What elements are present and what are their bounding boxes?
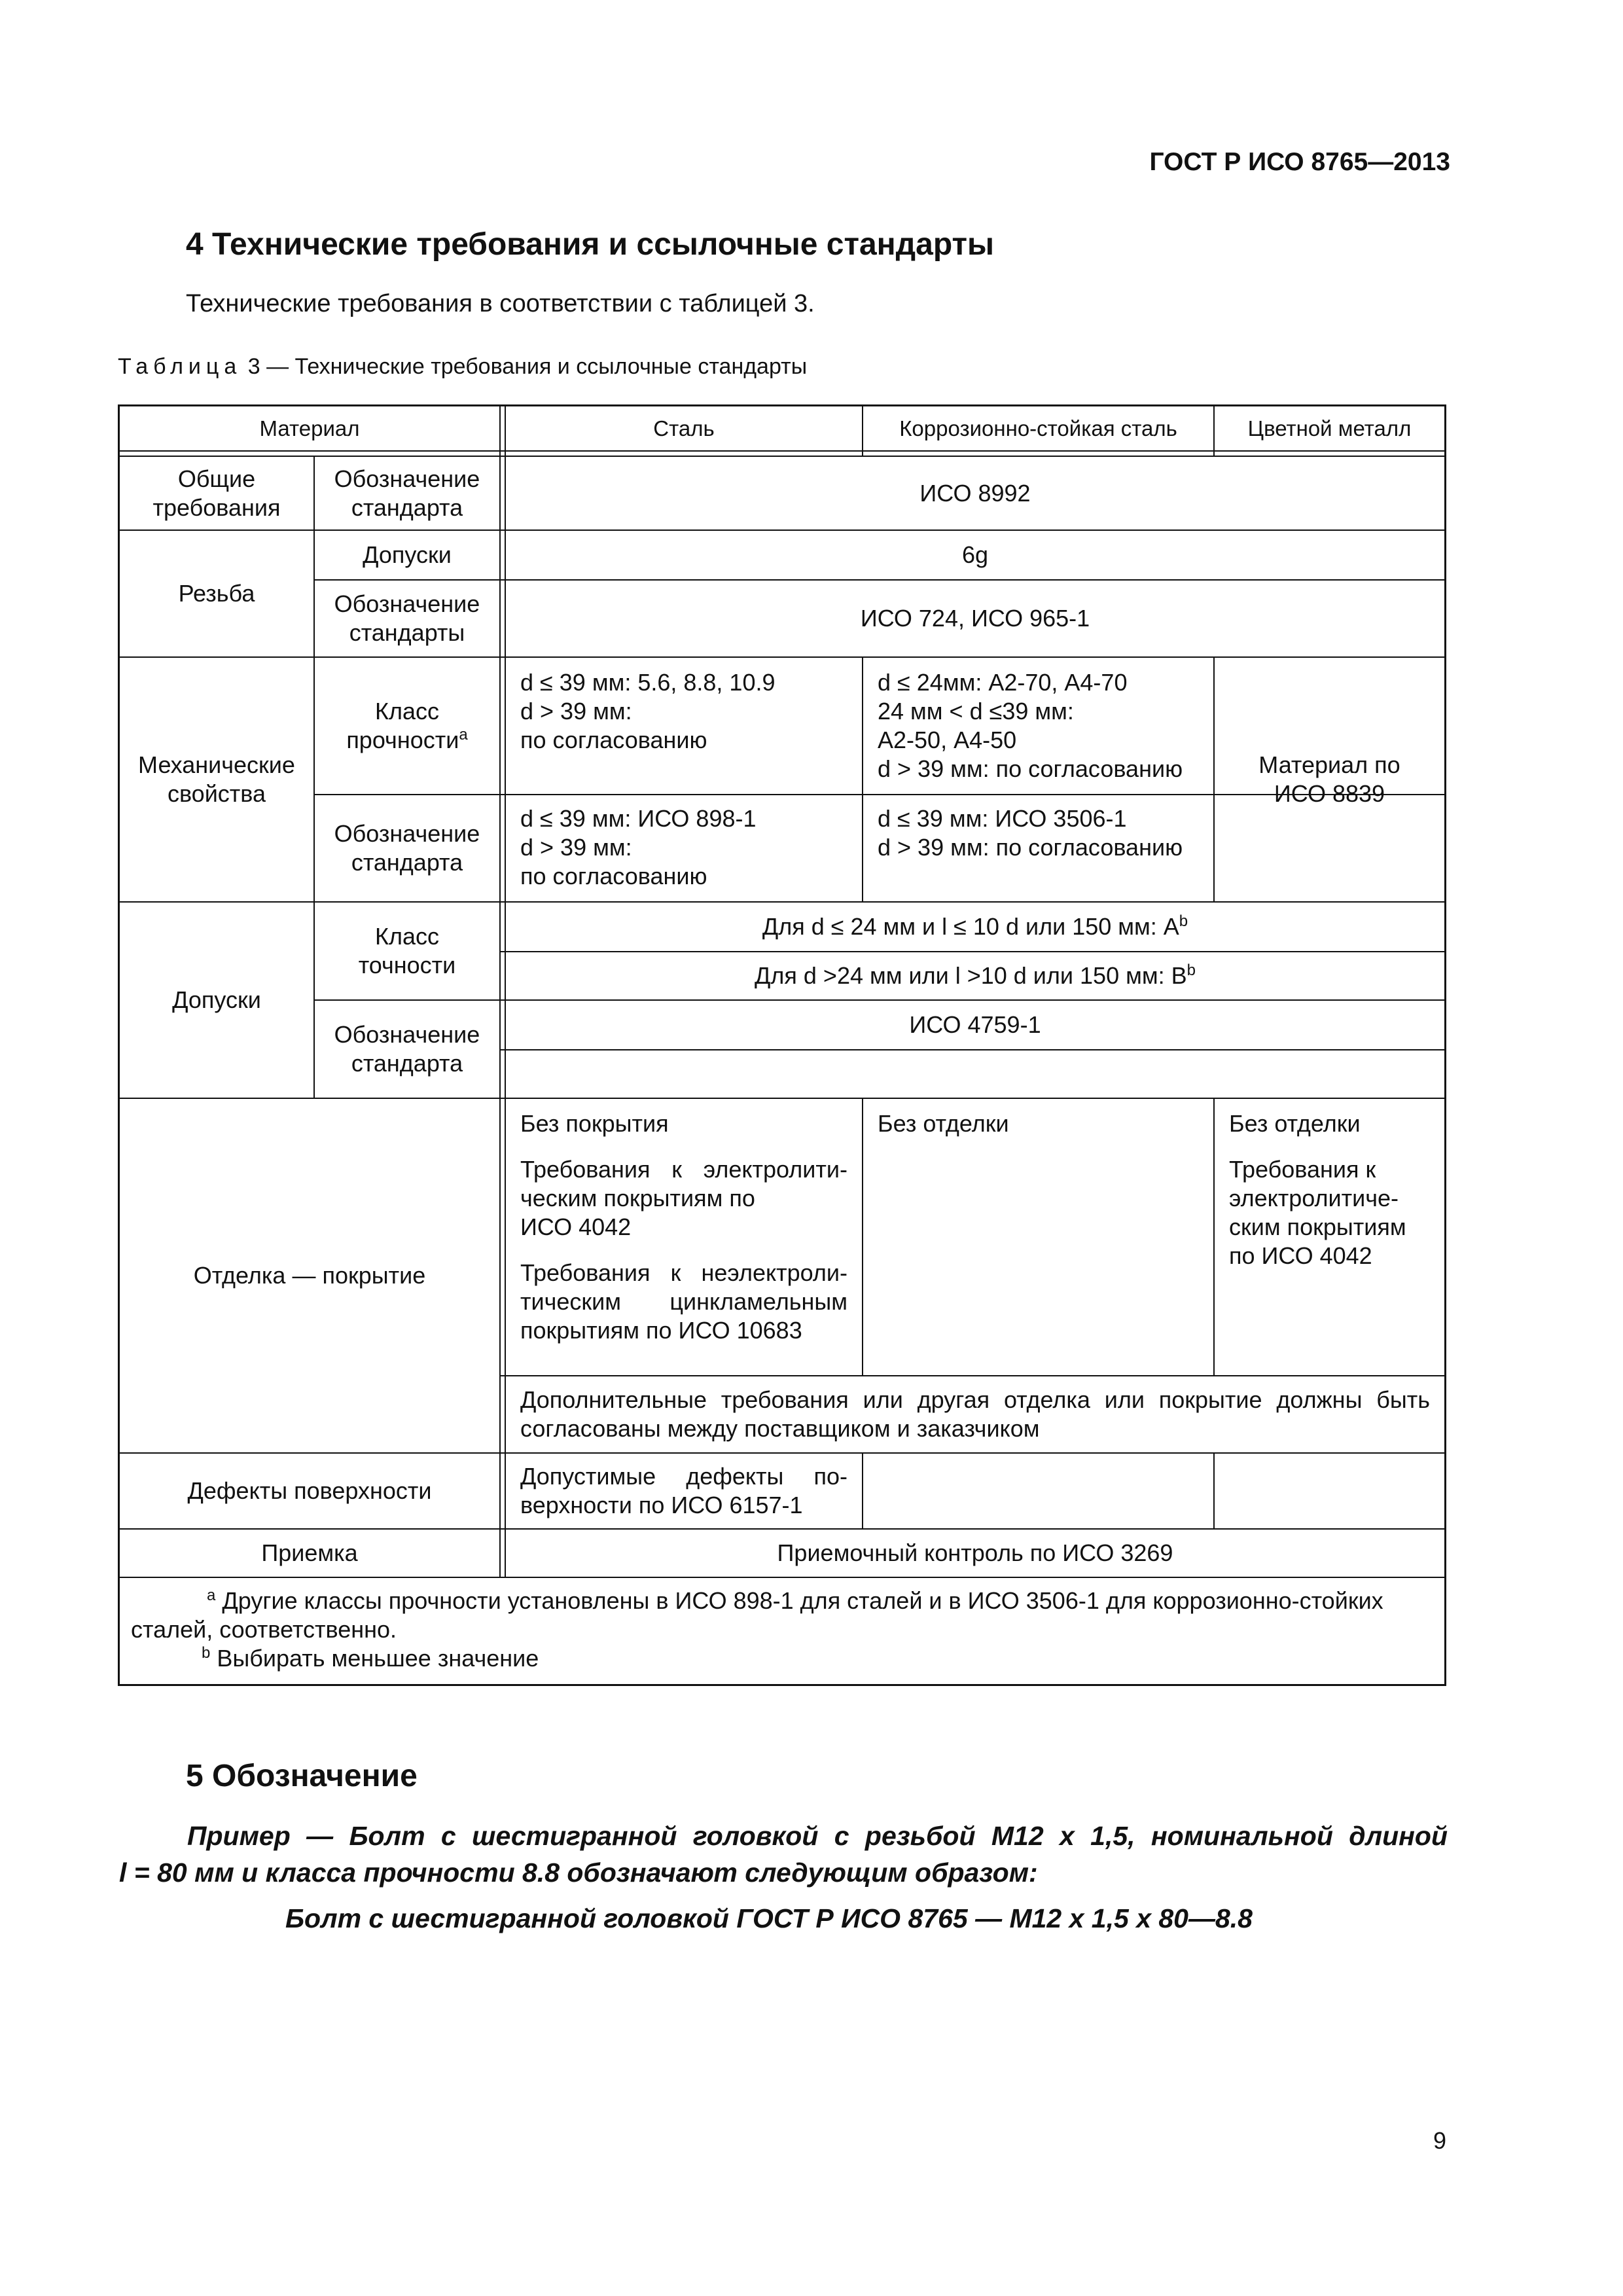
table-caption xyxy=(118,354,807,380)
row-finish-label: Отделка — покрытие xyxy=(193,1262,426,1289)
requirements-table xyxy=(118,404,1446,1686)
row-thread-label: Резьба xyxy=(178,580,255,607)
table-caption-text: 3 — Технические требования и ссылочные стандарты xyxy=(241,354,808,379)
example-line-1: Пример — Болт с шестигранной головкой с резьбой М12 х 1,5, номинальной длиной xyxy=(187,1821,1448,1851)
finish-stainless: Без отделки xyxy=(878,1110,1009,1137)
table-caption-prefix: Таблица xyxy=(118,354,242,379)
col-stainless: Коррозионно-стойкая сталь xyxy=(899,416,1177,440)
row-general-value: ИСО 8992 xyxy=(919,479,1031,507)
section-4-intro: Технические требования в соответствии с таблицей 3. xyxy=(186,290,815,317)
col-material: Материал xyxy=(259,416,360,440)
row-thread-std-value: ИСО 724, ИСО 965-1 xyxy=(860,605,1090,632)
row-mech-label: Механические свойства xyxy=(138,751,295,807)
row-defects-label: Дефекты поверхности xyxy=(187,1477,432,1504)
acceptance-value: Приемочный контроль по ИСО 3269 xyxy=(777,1539,1173,1566)
section-5-title: 5 Обозначение xyxy=(186,1759,418,1793)
finish-nonferrous: Без отделки Требования к электролитиче- ским покрытиям по ИСО 4042 xyxy=(1229,1110,1406,1269)
tol-std-value: ИСО 4759-1 xyxy=(909,1011,1041,1038)
mech-nonferrous: Материал по ИСО 8839 xyxy=(1258,751,1400,807)
row-thread-std: Обозначение стандарты xyxy=(334,590,480,646)
mech-stainless-class: d ≤ 24мм: А2-70, А4-70 24 мм < d ≤39 мм: А2-50, А4-50 d > 39 мм: по согласованию xyxy=(878,669,1183,782)
section-4-title: 4 Технические требования и ссылочные стандарты xyxy=(186,227,995,262)
row-thread-tol: Допуски xyxy=(363,541,452,568)
footnote-a: $^a$ Другие классы прочности установлены в ИСО 898-1 для сталей и в ИСО 3506-1 для коррозионно-стойких xyxy=(207,1587,1383,1614)
row-general-label: Общие требования xyxy=(152,465,281,521)
defects-steel: Допустимые дефекты по- верхности по ИСО 6157-1 xyxy=(520,1463,847,1518)
row-tol-class: Класс точности xyxy=(358,923,456,978)
table-footnotes xyxy=(131,1587,1433,1673)
footnote-a-cont: сталей, соответственно. xyxy=(131,1616,397,1643)
tol-row-a: Для d ≤ 24 мм и l ≤ 10 d или 150 мм: $А^b$ xyxy=(762,912,1188,940)
row-tol-std: Обозначение стандарта xyxy=(334,1021,480,1077)
finish-additional: Дополнительные требования или другая отделка или покрытие должны быть согласованы между поставщиком и заказчиком xyxy=(520,1386,1430,1442)
row-thread-tol-value: 6g xyxy=(961,541,989,568)
designation-example: Болт с шестигранной головкой ГОСТ Р ИСО 8765 — М12 х 1,5 х 80—8.8 xyxy=(285,1903,1253,1933)
page-number: 9 xyxy=(1433,2127,1446,2154)
example-line-2: l = 80 мм и класса прочности 8.8 обозначают следующим образом: xyxy=(119,1857,1038,1888)
mech-stainless-std: d ≤ 39 мм: ИСО 3506-1 d > 39 мм: по согласованию xyxy=(878,805,1183,861)
row-tol-label: Допуски xyxy=(172,986,261,1013)
footnote-b: $^b$ Выбирать меньшее значение xyxy=(202,1644,539,1672)
row-mech-std: Обозначение стандарта xyxy=(334,820,480,876)
col-steel: Сталь xyxy=(653,416,715,440)
col-nonferrous: Цветной металл xyxy=(1247,416,1412,440)
finish-steel: Без покрытия Требования к электролити- ческим покрытиям по ИСО 4042 Требования к неэлектроли- тическим цинкламельным покрытиям по ИСО 10683 xyxy=(520,1110,847,1344)
tol-row-b: Для d >24 мм или l >10 d или 150 мм: $В^b$ xyxy=(755,961,1196,989)
row-general-sub: Обозначение стандарта xyxy=(334,465,480,521)
mech-steel-std: d ≤ 39 мм: ИСО 898-1 d > 39 мм: по согласованию xyxy=(520,805,757,889)
row-acceptance-label: Приемка xyxy=(261,1539,358,1566)
mech-steel-class: d ≤ 39 мм: 5.6, 8.8, 10.9 d > 39 мм: по согласованию xyxy=(520,669,776,753)
document-header: ГОСТ Р ИСО 8765—2013 xyxy=(1149,148,1450,176)
row-mech-class: Класс прочности$^a$ xyxy=(346,698,468,753)
